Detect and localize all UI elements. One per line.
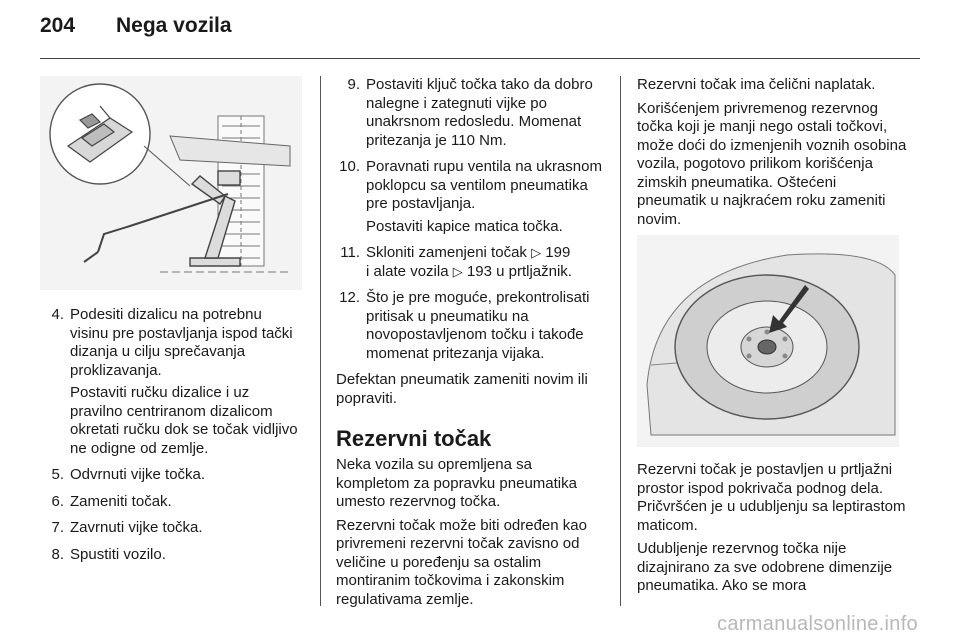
step-7: [40, 519, 302, 542]
section-heading: Rezervni točak: [336, 426, 492, 451]
spare-wheel-illustration: [637, 235, 899, 447]
step-number: 12.: [339, 289, 360, 306]
column-left: [40, 76, 302, 572]
step-text: Zavrnuti vijke točka.: [70, 519, 203, 536]
page-ref-link[interactable]: 193: [466, 262, 492, 280]
defect-note: Defektan pneumatik zameniti novim ili popraviti.: [336, 371, 588, 407]
step-number: 4.: [51, 306, 64, 323]
right-chevron-outline-icon: ▷: [531, 245, 542, 260]
step-text-part: u prtljažnik.: [496, 262, 572, 280]
jack-illustration: [40, 76, 302, 290]
paragraph: Udubljenje rezervnog točka nije dizajnirano za sve odobrene dimenzije pneumatika. Ako se mora: [637, 540, 893, 594]
step-number: 6.: [51, 492, 64, 510]
header-rule: [40, 58, 920, 59]
step-12: [336, 289, 606, 367]
step-10: [336, 158, 606, 240]
paragraph: Rezervni točak može biti određen kao privremeni rezervni točak zavisno od veličine u poređenju sa ostalim montiranim točkovima i zakonskim regulativama zemlje.: [336, 516, 587, 608]
paragraph: Rezervni točak ima čelični naplatak.: [637, 76, 876, 93]
step-number: 8.: [51, 545, 64, 563]
step-5: [40, 466, 302, 489]
step-text-part: Skloniti zamenjeni točak: [366, 244, 527, 261]
step-11: [336, 244, 606, 285]
step-8: [40, 546, 302, 569]
column-divider: [620, 76, 621, 606]
page-number: 204: [40, 14, 76, 37]
page-header: [40, 14, 232, 48]
step-text: Zameniti točak.: [70, 492, 172, 510]
paragraph: Korišćenjem privremenog rezervnog točka koji je manji nego ostali točkovi, može doći do izmenjenih voznih osobina vozila, pogotovo prilikom korišćenja zimskih pneumatika. Oštećeni pneumatik u najkraćem roku zameniti novim.: [637, 99, 907, 228]
right-chevron-outline-icon: ▷: [452, 263, 463, 279]
step-text: Postaviti kapice matica točka.: [366, 217, 563, 235]
step-text: Spustiti vozilo.: [70, 545, 166, 563]
step-number: 11.: [340, 244, 360, 261]
watermark: carmanualsonline.info: [717, 613, 918, 635]
step-text: Postaviti ručku dizalice i uz pravilno centriranom dizalicom okretati ručku dok se točak vidljivo ne odigne od zemlje.: [70, 384, 298, 457]
step-number: 9.: [347, 76, 360, 93]
column-right: [637, 76, 909, 601]
step-text: Poravnati rupu ventila na ukrasnom poklopcu sa ventilom pneumatika pre postavljanja.: [366, 158, 602, 212]
step-4: [40, 306, 302, 462]
step-text: [366, 244, 606, 281]
step-text: Što je pre moguće, prekontrolisati pritisak u pneumatiku na novopostavljenom točku i takođe momenat pritezanja vijaka.: [366, 289, 590, 362]
step-6: [40, 493, 302, 516]
step-text: Podesiti dizalicu na potrebnu visinu pre postavljanja ispod tački dizanja u cilju sprečavanja proklizavanja.: [70, 306, 293, 379]
paragraph: Rezervni točak je postavljen u prtljažni prostor ispod pokrivača podnog dela. Pričvršćen je u udubljenju sa leptirastom maticom.: [637, 461, 906, 534]
paragraph: Neka vozila su opremljena sa kompletom za popravku pneumatika umesto rezervnog točka.: [336, 456, 577, 510]
step-text: Odvrnuti vijke točka.: [70, 466, 206, 483]
step-text-part: i alate vozila: [366, 262, 449, 280]
step-number: 7.: [51, 519, 64, 536]
chapter-title: Nega vozila: [116, 14, 232, 37]
step-9: [336, 76, 606, 154]
step-text: Postaviti ključ točka tako da dobro nalegne i zategnuti vijke po unakrsnom redosledu. Momenat pritezanja je 110 Nm.: [366, 76, 593, 149]
column-divider: [320, 76, 321, 606]
page-ref-link[interactable]: 199: [545, 244, 571, 261]
step-number: 5.: [51, 466, 64, 483]
step-number: 10.: [339, 158, 360, 175]
column-middle: [336, 76, 606, 614]
